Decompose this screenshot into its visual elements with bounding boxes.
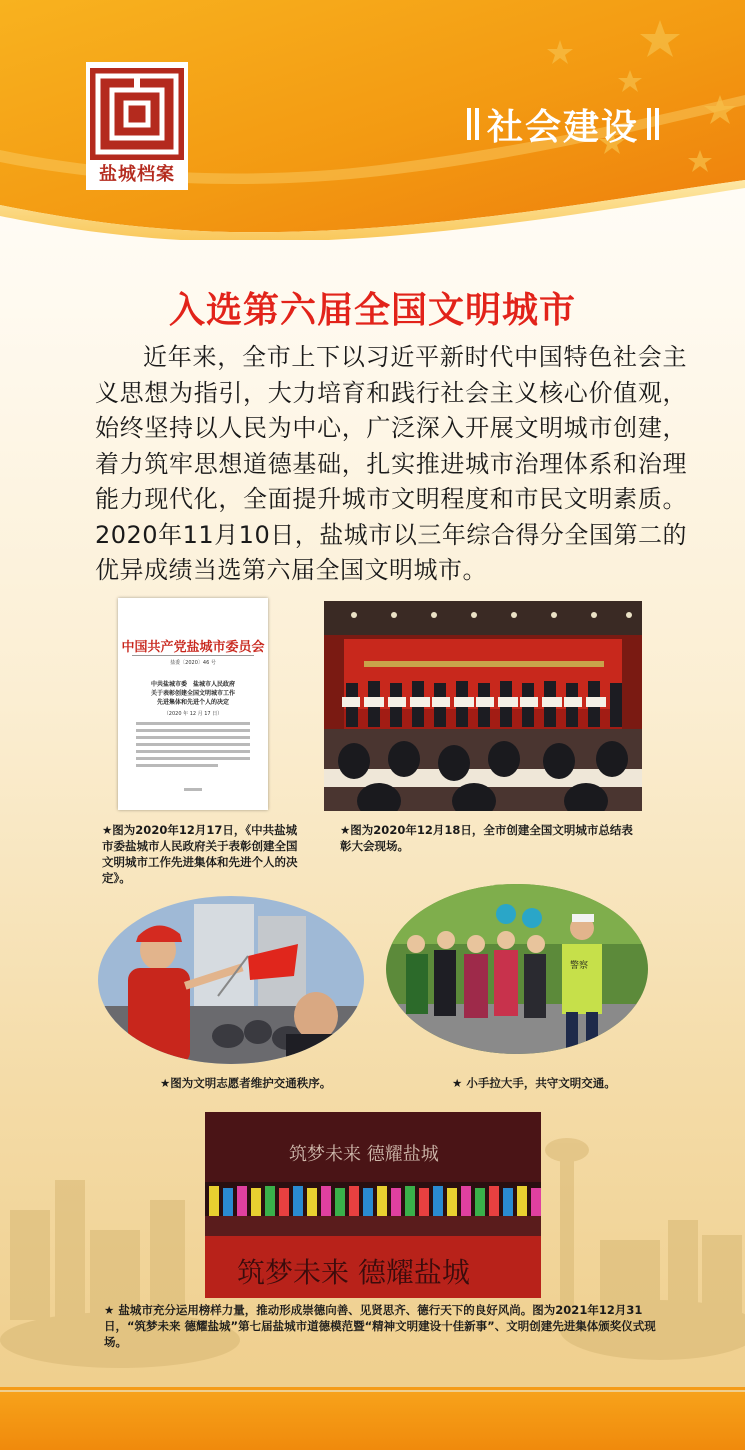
stage-screen-text: 筑梦未来 德耀盐城 <box>289 1144 439 1165</box>
police-vest-label: 警察 <box>570 961 589 971</box>
document-text-line <box>136 743 250 746</box>
document-divider <box>132 655 254 656</box>
caption-kids: ★ 小手拉大手，共守文明交通。 <box>452 1076 616 1090</box>
footer-band <box>0 1392 745 1450</box>
conference-photo <box>324 601 642 811</box>
document-text-line <box>136 764 218 767</box>
tag-right-bars <box>645 108 661 140</box>
kids-traffic-photo <box>386 884 648 1054</box>
archive-seal-icon <box>90 68 184 160</box>
document-title-text: 中共盐城市委 盐城市人民政府 关于表彰创建全国文明城市工作 先进集体和先进个人的决定 <box>150 681 235 706</box>
caption-conference: ★图为2020年12月18日，全市创建全国文明城市总结表彰大会现场。 <box>340 823 633 853</box>
document-title <box>138 680 248 707</box>
archive-logo <box>86 62 188 190</box>
stage-banner-text: 筑梦未来 德耀盐城 <box>237 1256 470 1289</box>
kids-traffic-scene <box>386 884 648 1054</box>
document-text-line <box>136 750 250 753</box>
caption-document: ★图为2020年12月17日，《中共盐城市委盐城市人民政府关于表彰创建全国文明城市工作先进集体和先进个人的决定》。 <box>102 823 298 885</box>
tag-left-bars <box>465 108 481 140</box>
volunteer-photo <box>98 896 364 1064</box>
logo-text: 盐城档案 <box>99 164 175 185</box>
ceremony-photo <box>205 1112 541 1298</box>
section-tag-label: 社会建设 <box>486 106 639 148</box>
document-page-mark <box>184 788 202 791</box>
intro-paragraph: 近年来，全市上下以习近平新时代中国特色社会主义思想为指引，大力培育和践行社会主义核心价值观，始终坚持以人民为中心，广泛深入开展文明城市创建，着力筑牢思想道德基础，扎实推进城市治理体系和治理能力现代化，全面提升城市文明程度和市民文明素质。2020年11月10日，盐城市以三年综合得分全国第二的优异成绩当选第六届全国文明城市。 <box>95 343 687 584</box>
volunteer-scene <box>98 896 364 1064</box>
ceremony-scene <box>205 1112 541 1298</box>
document-text-line <box>136 757 250 760</box>
document-text-line <box>136 729 250 732</box>
document-header: 中国共产党盐城市委员会 <box>121 640 265 655</box>
document-text-line <box>136 736 250 739</box>
decision-document <box>118 598 268 810</box>
caption-volunteer: ★图为文明志愿者维护交通秩序。 <box>160 1076 332 1090</box>
document-number: 盐委〔2020〕46 号 <box>170 660 216 666</box>
header-banner <box>0 0 745 240</box>
section-tag <box>446 98 680 150</box>
conference-scene <box>324 601 642 811</box>
document-text-line <box>136 722 250 725</box>
caption-ceremony: ★ 盐城市充分运用榜样力量，推动形成崇德向善、见贤思齐、德行天下的良好风尚。图为2021年12月31日，“筑梦未来 德耀盐城”第七届盐城市道德模范暨“精神文明建设十佳新事”、文明创建先进集体颁奖仪式现场。 <box>104 1303 656 1349</box>
page-title: 入选第六届全国文明城市 <box>168 290 576 331</box>
document-date: （2020 年 12 月 17 日） <box>163 711 223 717</box>
footer-divider <box>0 1387 745 1390</box>
